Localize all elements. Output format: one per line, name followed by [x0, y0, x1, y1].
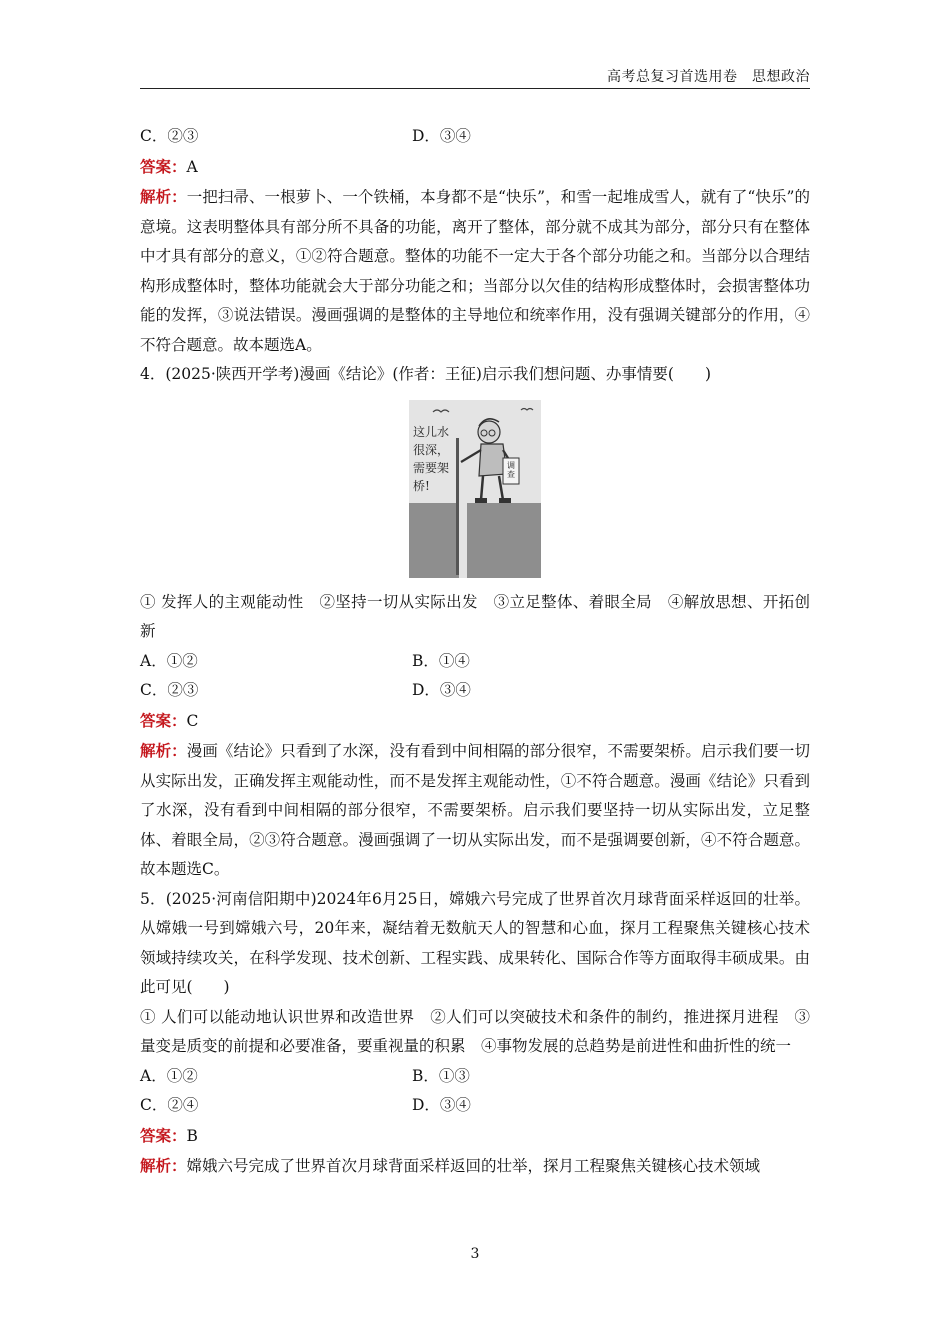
cartoon-tag: 调查 — [507, 460, 515, 479]
q5-option-a: A．①② — [140, 1066, 198, 1085]
analysis-label: 解析： — [140, 187, 187, 206]
q5-options-ab — [140, 1062, 810, 1092]
q4-answer — [140, 706, 810, 737]
q4-option-a: A．①② — [140, 651, 198, 670]
q5-option-d: D．③④ — [412, 1096, 471, 1114]
answer-label: 答案： — [140, 156, 187, 176]
q5-option-c: C．②④ — [140, 1096, 199, 1114]
analysis-label: 解析： — [140, 741, 187, 760]
analysis-text: 嫦娥六号完成了世界首次月球背面采样返回的壮举，探月工程聚焦关键核心技术领域 — [186, 1157, 761, 1175]
q4-options-cd — [140, 676, 810, 706]
q3-answer — [140, 152, 810, 183]
q3-option-c: C．②③ — [140, 127, 199, 145]
page-footer — [0, 1246, 950, 1262]
q4-option-d: D．③④ — [412, 681, 471, 699]
answer-label: 答案： — [140, 1125, 187, 1145]
q4-analysis — [140, 736, 810, 885]
q5-analysis — [140, 1151, 810, 1182]
answer-value: A — [186, 157, 198, 176]
q4-options-ab — [140, 647, 810, 677]
cartoon-figure — [409, 400, 541, 578]
answer-label: 答案： — [140, 710, 187, 730]
q5-stem: 5．(2025·河南信阳期中)2024年6月25日，嫦娥六号完成了世界首次月球背面采样返回的壮举。从嫦娥一号到嫦娥六号，20年来，凝结着无数航天人的智慧和心血，探月工程聚焦关键核心技术领域持续攻关，在科学发现、技术创新、工程实践、成果转化、国际合作等方面取得丰硕成果。由此可见( ) — [140, 889, 810, 996]
page-content — [140, 122, 810, 1182]
answer-value: C — [186, 711, 199, 730]
q5-options-cd — [140, 1091, 810, 1121]
speech-line-1: 这儿水 — [413, 424, 450, 439]
speech-line-4: 桥! — [413, 478, 430, 493]
q3-analysis — [140, 182, 810, 360]
q4-option-b: B．①④ — [412, 651, 470, 670]
left-bank — [409, 503, 459, 578]
q5-statements: ① 人们可以能动地认识世界和改造世界 ②人们可以突破技术和条件的制约，推进探月进程 ③量变是质变的前提和必要准备，要重视量的积累 ④事物发展的总趋势是前进性和曲折性的统一 — [140, 1007, 810, 1055]
q4-statements: ① 发挥人的主观能动性 ②坚持一切从实际出发 ③立足整体、着眼全局 ④解放思想、开拓创新 — [140, 592, 810, 640]
q3-option-d: D．③④ — [412, 127, 471, 145]
page-header — [140, 66, 810, 89]
speech-line-2: 很深， — [413, 442, 450, 457]
speech-line-3: 需要架 — [413, 460, 450, 475]
measuring-pole — [456, 438, 459, 575]
analysis-label: 解析： — [140, 1156, 187, 1175]
page-number: 3 — [470, 1246, 480, 1262]
q4-option-c: C．②③ — [140, 681, 199, 699]
analysis-text: 一把扫帚、一根萝卜、一个铁桶，本身都不是“快乐”，和雪一起堆成雪人，就有了“快乐”的意境。这表明整体具有部分所不具备的功能，离开了整体，部分就不成其为部分，部分只有在整体中才具有部分的意义，①②符合题意。整体的功能不一定大于各个部分功能之和。当部分以合理结构形成整体时，整体功能就会大于部分功能之和；当部分以欠佳的结构形成整体时，会损害整体功能的发挥，③说法错误。漫画强调的是整体的主导地位和统率作用，没有强调关键部分的作用，④不符合题意。故本题选A。 — [140, 188, 810, 354]
q4-stem: 4．(2025·陕西开学考)漫画《结论》(作者：王征)启示我们想问题、办事情要( ) — [140, 365, 712, 383]
q5-option-b: B．①③ — [412, 1066, 470, 1085]
q5-answer — [140, 1121, 810, 1152]
right-bank — [467, 503, 541, 578]
cartoon-illustration — [409, 400, 541, 578]
header-title: 高考总复习首选用卷 思想政治 — [607, 69, 810, 85]
q3-options-cd — [140, 122, 810, 152]
answer-value: B — [186, 1126, 198, 1145]
analysis-text: 漫画《结论》只看到了水深，没有看到中间相隔的部分很窄，不需要架桥。启示我们要一切从实际出发，正确发挥主观能动性，而不是发挥主观能动性，①不符合题意。漫画《结论》只看到了水深，没有看到中间相隔的部分很窄，不需要架桥。启示我们要坚持一切从实际出发，立足整体、着眼全局，②③符合题意。漫画强调了一切从实际出发，而不是强调要创新，④不符合题意。故本题选C。 — [140, 742, 810, 878]
